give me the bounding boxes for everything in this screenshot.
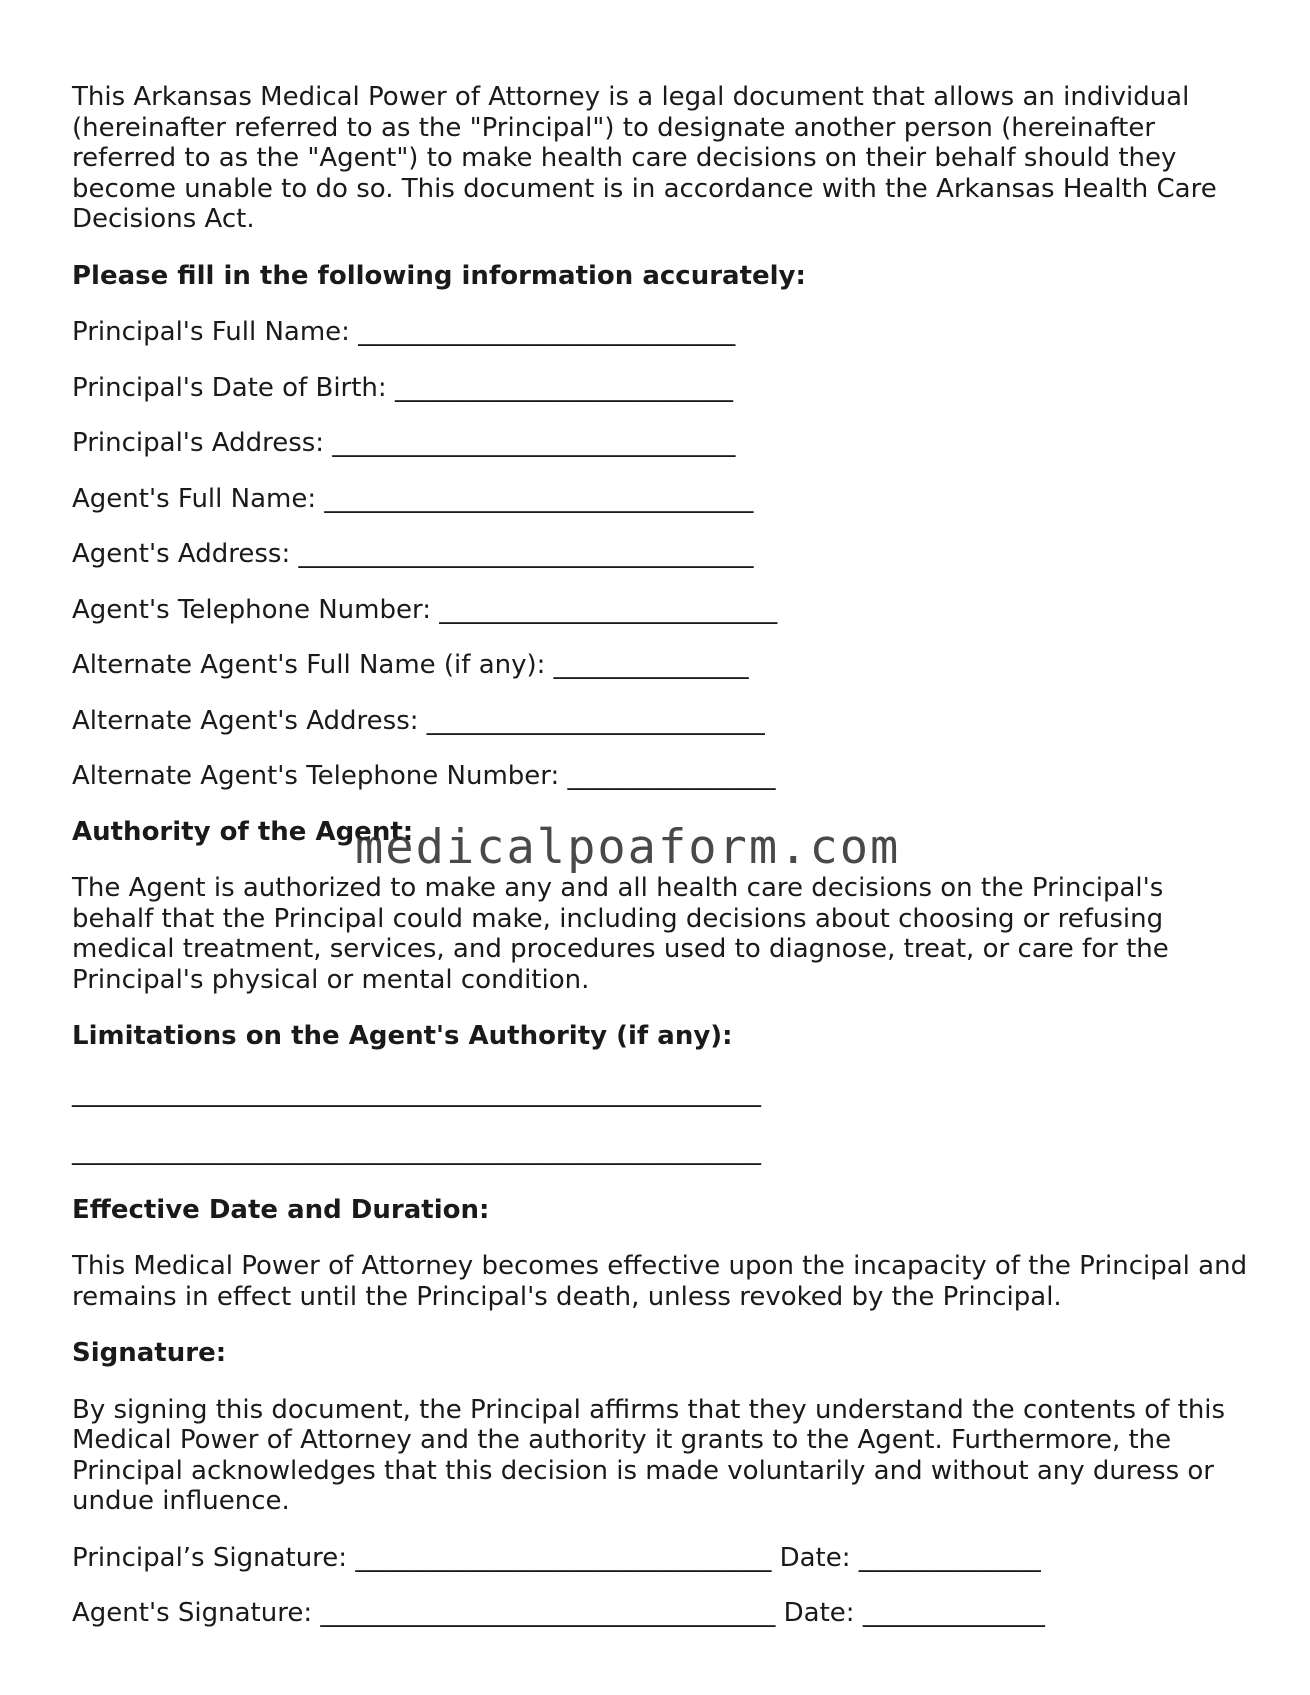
field-blank[interactable]: ___________________________________ bbox=[298, 539, 754, 569]
signature-blank[interactable]: ________________________________ bbox=[355, 1542, 772, 1573]
date-blank[interactable]: ______________ bbox=[862, 1598, 1045, 1628]
agent-address-field[interactable] bbox=[72, 539, 1252, 570]
field-label: Agent's Telephone Number: bbox=[72, 594, 440, 625]
effective-paragraph: This Medical Power of Attorney becomes effective upon the incapacity of the Principal and remains in effect until the Principal's death, unless revoked by the Principal. bbox=[72, 1251, 1248, 1312]
principal-dob-field[interactable] bbox=[72, 373, 1252, 404]
limitation-line-2[interactable]: _____________________________________________________ bbox=[72, 1136, 761, 1166]
agent-signature-row[interactable] bbox=[72, 1598, 1252, 1629]
field-blank[interactable]: ________________ bbox=[567, 761, 776, 791]
agent-telephone-field[interactable] bbox=[72, 595, 1252, 626]
signature-label: Agent's Signature: bbox=[72, 1598, 321, 1628]
limitation-line-1[interactable]: _____________________________________________________ bbox=[72, 1077, 761, 1108]
limitations-heading: Limitations on the Agent's Authority (if any): bbox=[72, 1021, 733, 1051]
field-blank[interactable]: __________________________ bbox=[439, 594, 778, 625]
effective-heading: Effective Date and Duration: bbox=[72, 1194, 490, 1225]
signature-blank[interactable]: ___________________________________ bbox=[320, 1598, 776, 1628]
authority-heading: Authority of the Agent: bbox=[72, 816, 414, 847]
alternate-agent-name-field[interactable] bbox=[72, 650, 1252, 681]
field-label: Principal's Full Name: bbox=[72, 317, 359, 347]
alternate-agent-telephone-field[interactable] bbox=[72, 761, 1252, 792]
field-blank[interactable]: _______________ bbox=[553, 650, 749, 680]
field-label: Alternate Agent's Telephone Number: bbox=[72, 761, 568, 791]
field-label: Alternate Agent's Full Name (if any): bbox=[72, 650, 554, 680]
alternate-agent-address-field[interactable] bbox=[72, 706, 1252, 737]
authority-paragraph: The Agent is authorized to make any and all health care decisions on the Principal's behalf that the Principal could make, including decisions about choosing or refusing medical treatment, services, and procedures used to diagnose, treat, or care for the Principal's physical or mental condition. bbox=[72, 873, 1169, 995]
field-blank[interactable]: _________________________________ bbox=[324, 483, 754, 514]
intro-paragraph: This Arkansas Medical Power of Attorney is a legal document that allows an individual (hereinafter referred to as the "Principal") to designate another person (hereinafter referred to as the "Agent") to make health care decisions on their behalf should they become unable to do so. This document is in accordance with the Arkansas Health Care Decisions Act. bbox=[72, 82, 1217, 234]
signature-label: Principal’s Signature: bbox=[72, 1542, 356, 1573]
principal-signature-row[interactable] bbox=[72, 1543, 1252, 1574]
field-blank[interactable]: __________________________ bbox=[426, 705, 765, 736]
field-blank[interactable]: _____________________________ bbox=[358, 317, 736, 347]
field-label: Alternate Agent's Address: bbox=[72, 705, 427, 736]
field-blank[interactable]: _______________________________ bbox=[332, 428, 736, 458]
watermark-text: medicalpoaform.com bbox=[355, 820, 901, 875]
field-label: Principal's Address: bbox=[72, 428, 333, 458]
field-label: Principal's Date of Birth: bbox=[72, 372, 395, 403]
principal-full-name-field[interactable] bbox=[72, 317, 1252, 348]
date-label: Date: bbox=[771, 1542, 859, 1573]
principal-address-field[interactable] bbox=[72, 428, 1252, 459]
signature-heading: Signature: bbox=[72, 1338, 227, 1368]
fill-heading: Please fill in the following information accurately: bbox=[72, 260, 806, 291]
agent-full-name-field[interactable] bbox=[72, 484, 1252, 515]
date-blank[interactable]: ______________ bbox=[858, 1542, 1041, 1573]
date-label: Date: bbox=[775, 1598, 863, 1628]
field-label: Agent's Full Name: bbox=[72, 483, 325, 514]
field-blank[interactable]: __________________________ bbox=[394, 372, 733, 403]
field-label: Agent's Address: bbox=[72, 539, 299, 569]
signature-paragraph: By signing this document, the Principal affirms that they understand the contents of this Medical Power of Attorney and the authority it grants to the Agent. Furthermore, the Principal acknowledges that this decision is made voluntarily and without any duress or undue influence. bbox=[72, 1394, 1226, 1516]
